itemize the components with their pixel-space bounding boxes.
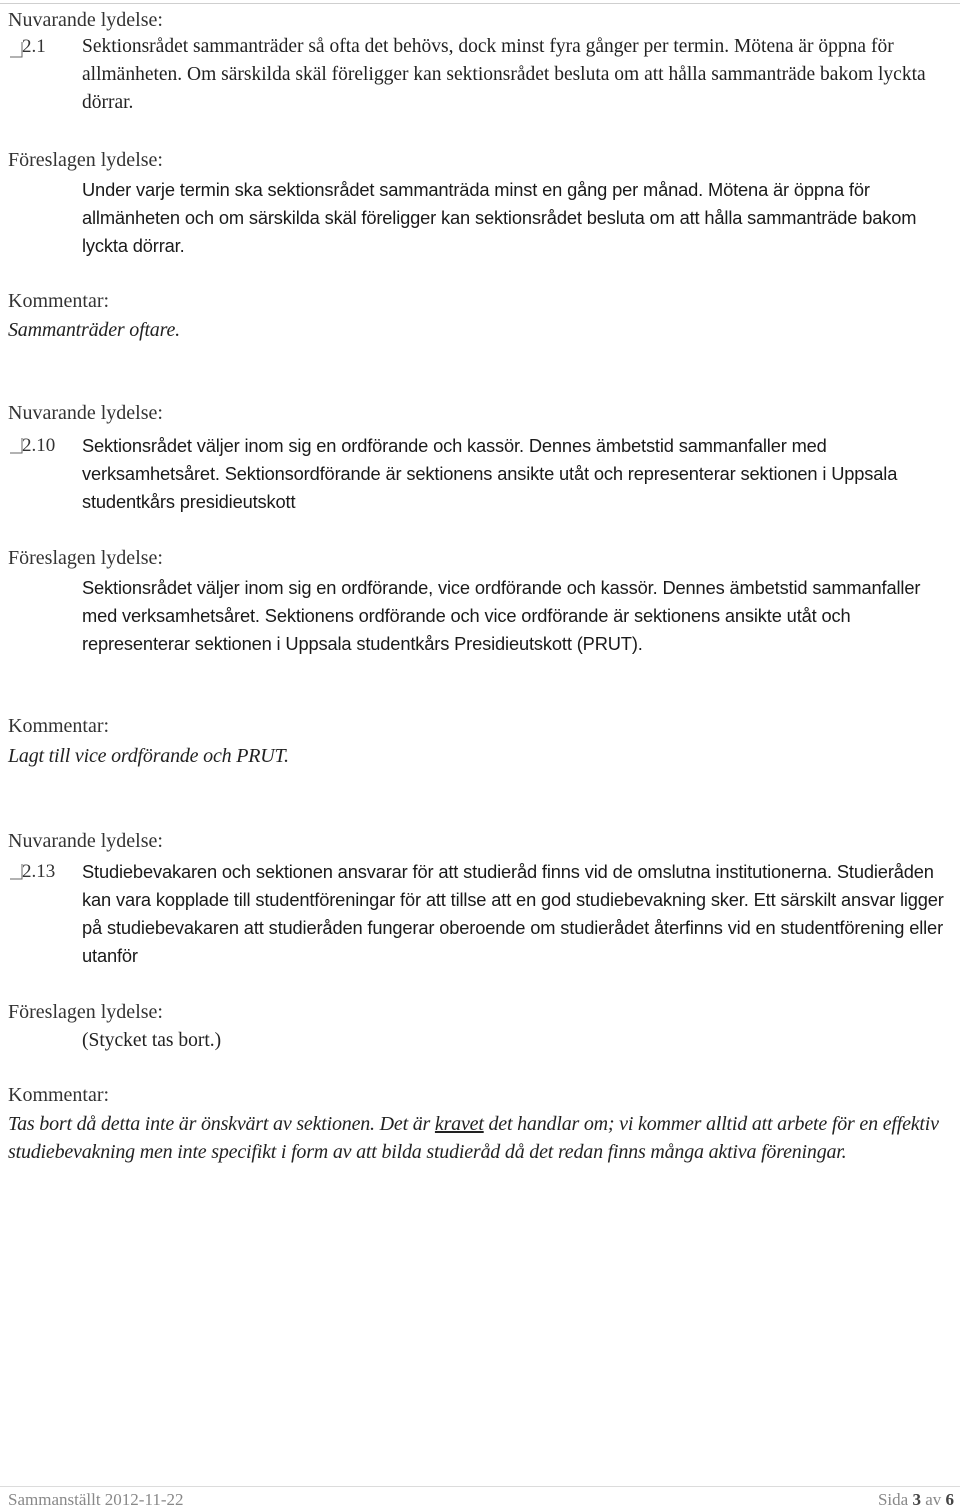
current-wording-label: Nuvarande lydelse: (8, 830, 163, 852)
section-number: 2.1 (22, 36, 46, 57)
footer-compiled-date: Sammanställt 2012-11-22 (8, 1490, 184, 1509)
proposed-wording-label: Föreslagen lydelse: (8, 1001, 163, 1023)
comment-text: Lagt till vice ordförande och PRUT. (8, 745, 289, 767)
section-number: 2.13 (22, 861, 56, 882)
footer-page-number (878, 1490, 954, 1510)
current-text: Studiebevakaren och sektionen ansvarar för att studieråd finns vid de omslutna institutionerna. Studieråden kan vara kopplade till studentföreningar för att tillse att en god studiebevakning sker. Ett särskilt ansvar ligger på studiebevakaren att studieråden fungerar oberoende om studierådet återfinns vid en studentförening eller utanför (82, 861, 944, 966)
page-total: 6 (945, 1490, 954, 1509)
comment-label: Kommentar: (8, 290, 110, 312)
section-number: 2.10 (22, 435, 56, 456)
footer-rule (0, 1486, 960, 1487)
comment-text-end: det handlar om; vi kommer alltid att arbete för en effektiv studiebevakning men inte specifikt i form av att bilda studieråd då det redan finns många aktiva föreningar. (8, 1113, 939, 1163)
comment-text (8, 1110, 952, 1166)
comment-emphasis: kravet (434, 1113, 484, 1135)
page-word: Sida (877, 1490, 909, 1509)
proposed-wording-label: Föreslagen lydelse: (8, 547, 163, 569)
proposed-wording-label: Föreslagen lydelse: (8, 149, 163, 171)
page-of: av (925, 1490, 942, 1509)
comment-text: Sammanträder oftare. (8, 319, 180, 341)
current-wording-label: Nuvarande lydelse: (8, 402, 163, 424)
top-rule (0, 3, 960, 4)
proposed-text: (Stycket tas bort.) (82, 1030, 222, 1051)
comment-label: Kommentar: (8, 715, 110, 737)
page-current: 3 (912, 1490, 921, 1509)
comment-text-start: Tas bort då detta inte är önskvärt av sektionen. Det är (8, 1113, 435, 1135)
proposed-text: Sektionsrådet väljer inom sig en ordförande, vice ordförande och kassör. Dennes ämbetstid sammanfaller med verksamhetsåret. Sektionens ordförande och vice ordförande är sektionens ansikte utåt och representerar sektionen i Uppsala studentkårs Presidieutskott (PRUT). (82, 577, 921, 654)
proposed-text: Under varje termin ska sektionsrådet sammanträda minst en gång per månad. Mötena är öppna för allmänheten och om särskilda skäl föreligger kan sektionsrådet besluta om att hålla sammanträde bakom lyckta dörrar. (82, 179, 917, 256)
current-text: Sektionsrådet sammanträder så ofta det behövs, dock minst fyra gånger per termin. Mötena är öppna för allmänheten. Om särskilda skäl föreligger kan sektionsrådet besluta om att hålla sammanträde bakom lyckta dörrar. (82, 36, 926, 113)
current-wording-label: Nuvarande lydelse: (8, 9, 163, 31)
comment-label: Kommentar: (8, 1084, 110, 1106)
current-text: Sektionsrådet väljer inom sig en ordförande och kassör. Dennes ämbetstid sammanfaller med verksamhetsåret. Sektionsordförande är sektionens ansikte utåt och representerar sektionen i Uppsala studentkårs presidieutskott (82, 435, 898, 512)
